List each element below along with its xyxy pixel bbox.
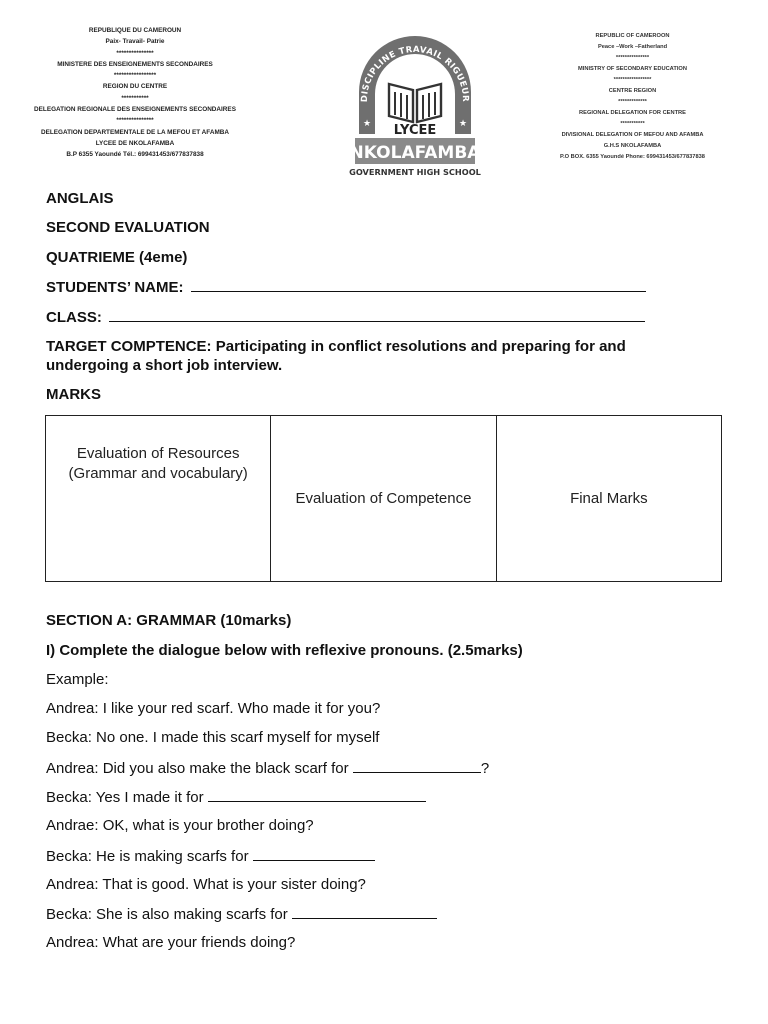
question-1-title: I) Complete the dialogue below with reflexive pronouns. (2.5marks) — [46, 642, 523, 659]
header-right-line: REPUBLIC OF CAMEROON — [595, 33, 670, 39]
header-left-line: *************** — [116, 49, 154, 57]
header-right-line: MINISTRY OF SECONDARY EDUCATION — [578, 66, 687, 72]
example-label: Example: — [46, 671, 109, 688]
header-right-english — [520, 34, 745, 166]
dialogue-text: Andrea: Did you also make the black scarf for — [46, 760, 353, 777]
book-icon — [389, 84, 441, 122]
dialogue-line — [46, 788, 426, 806]
header-left-line: LYCEE DE NKOLAFAMBA — [95, 139, 175, 147]
header-left-line: ***************** — [113, 72, 157, 80]
header-left-line: B.P 6355 Yaoundé Tél.: 699431453/677837838 — [66, 151, 204, 159]
header-right-line: *************** — [615, 55, 650, 61]
dialogue-line — [46, 847, 375, 865]
header-left-line: MINISTERE DES ENSEIGNEMENTS SECONDAIRES — [57, 60, 213, 68]
marks-header-resources-sub: (Grammar and vocabulary) — [68, 465, 248, 482]
subject-title: ANGLAIS — [46, 190, 114, 207]
school-logo — [345, 22, 485, 180]
header-right-line: ************* — [618, 99, 647, 105]
section-a-title: SECTION A: GRAMMAR (10marks) — [46, 612, 292, 629]
header-right-line: P.O BOX. 6355 Yaoundé Phone: 699431453/677837838 — [560, 154, 705, 160]
header-right-line: CENTRE REGION — [608, 88, 657, 94]
dialogue-line: Andrea: I like your red scarf. Who made it for you? — [46, 700, 381, 717]
question-mark: ? — [480, 760, 490, 777]
header-left-line: *********** — [121, 94, 149, 102]
svg-text:DISCIPLINE TRAVAIL RIGUEUR: DISCIPLINE TRAVAIL RIGUEUR — [359, 44, 471, 103]
answer-blank[interactable] — [253, 847, 375, 861]
dialogue-line — [46, 905, 437, 923]
marks-header-final: Final Marks — [570, 490, 648, 507]
header-right-line: ***************** — [613, 77, 652, 83]
target-competence: TARGET COMPTENCE: Participating in conflict resolutions and preparing for and undergoing a short job interview. — [46, 338, 626, 374]
student-name-row — [46, 278, 646, 296]
student-name-field[interactable] — [191, 278, 646, 292]
class-row — [46, 308, 645, 326]
dialogue-text: Becka: He is making scarfs for — [46, 848, 253, 865]
class-field[interactable] — [109, 308, 645, 322]
class-label: CLASS: — [46, 309, 102, 326]
marks-header-competence: Evaluation of Competence — [295, 490, 472, 507]
header-left-line: DELEGATION DEPARTEMENTALE DE LA MEFOU ET AFAMBA — [40, 128, 230, 136]
header-left-line: REPUBLIQUE DU CAMEROUN — [88, 27, 182, 34]
svg-text:LYCEE: LYCEE — [393, 123, 437, 138]
marks-cell-competence[interactable] — [271, 416, 496, 582]
header-left-french — [10, 28, 260, 164]
dialogue-line — [46, 759, 489, 777]
answer-blank[interactable] — [208, 788, 426, 802]
dialogue-line: Andrae: OK, what is your brother doing? — [46, 817, 314, 834]
dialogue-line: Andrea: What are your friends doing? — [46, 934, 296, 951]
answer-blank[interactable] — [353, 759, 481, 773]
marks-header-resources: Evaluation of Resources — [76, 445, 240, 462]
svg-text:★: ★ — [458, 118, 468, 128]
dialogue-text: Becka: Yes I made it for — [46, 789, 208, 806]
student-name-label: STUDENTS’ NAME: — [46, 279, 184, 296]
level-title: QUATRIEME (4eme) — [46, 249, 188, 266]
evaluation-title: SECOND EVALUATION — [46, 219, 210, 236]
header-left-line: REGION DU CENTRE — [102, 83, 168, 91]
marks-label: MARKS — [46, 386, 101, 403]
header-right-line: REGIONAL DELEGATION FOR CENTRE — [579, 110, 686, 116]
answer-blank[interactable] — [292, 905, 437, 919]
dialogue-line: Becka: No one. I made this scarf myself for myself — [46, 729, 380, 746]
svg-text:★: ★ — [362, 118, 372, 128]
svg-text:NKOLAFAMBA: NKOLAFAMBA — [349, 143, 481, 163]
header-left-line: Paix- Travail- Patrie — [105, 38, 165, 46]
svg-text:GOVERNMENT HIGH SCHOOL: GOVERNMENT HIGH SCHOOL — [349, 167, 481, 177]
marks-cell-final[interactable] — [496, 416, 721, 582]
marks-cell-resources[interactable] — [46, 416, 271, 582]
header-right-line: Peace –Work –Fatherland — [597, 44, 668, 50]
header-right-line: G.H.S NKOLAFAMBA — [603, 143, 662, 149]
dialogue-text: Becka: She is also making scarfs for — [46, 906, 292, 923]
header-right-line: DIVISIONAL DELEGATION OF MEFOU AND AFAMBA — [561, 132, 704, 138]
header-right-line: *********** — [620, 121, 645, 127]
header-left-line: DELEGATION REGIONALE DES ENSEIGNEMENTS SECONDAIRES — [34, 106, 236, 114]
header-left-line: *************** — [116, 117, 154, 125]
dialogue-line: Andrea: That is good. What is your sister doing? — [46, 876, 366, 893]
marks-table — [45, 415, 722, 582]
